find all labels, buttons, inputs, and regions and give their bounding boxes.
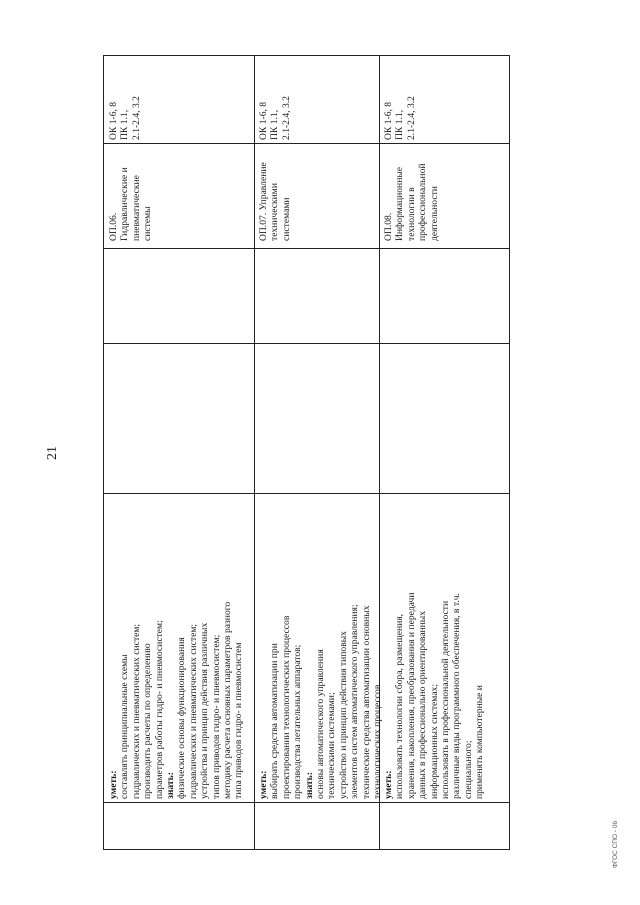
row-2-competencies-cell: ОК 1-6, 8 ПК 1.1, 2.1-2.4, 3.2 — [258, 96, 292, 140]
text-line: применять компьютерные и — [474, 685, 486, 799]
column-divider — [104, 343, 509, 344]
text-line: устройство и принцип действия типовых — [337, 631, 349, 799]
row-3-discipline-cell: ОП.08. Информационные технологии в профессиональной деятельности — [383, 163, 440, 241]
text-line: специального; — [462, 740, 474, 799]
column-divider — [104, 248, 509, 249]
row-1-knowledge-cell — [108, 496, 252, 799]
column-divider — [104, 143, 509, 144]
text-line: использовать в профессиональной деятельности — [440, 600, 452, 799]
text-line: гидравлических и пневматических систем; — [187, 623, 199, 799]
row-1-discipline-cell: ОП.06. Гидравлические и пневматические системы — [108, 167, 154, 241]
text-line: выбирать средства автоматизации при — [269, 643, 281, 799]
text-line: гидравлических и пневматических систем; — [130, 623, 142, 799]
section-heading: знать: — [303, 772, 315, 799]
text-line: различные виды программного обеспечения, в т.ч. — [451, 593, 463, 799]
text-line: элементов систем автоматического управления; — [349, 604, 361, 799]
text-line: производства летательных аппаратов; — [292, 644, 304, 799]
text-line: технологических процессов — [372, 684, 384, 799]
section-heading: уметь: — [108, 770, 119, 799]
text-line: физические основы функционирования — [176, 637, 188, 799]
text-line: типов приводов гидро- и пневмосистем; — [210, 634, 222, 799]
text-line: методику расчета основных параметров разного — [222, 601, 234, 799]
column-divider — [104, 493, 509, 494]
text-line: технические средства автоматизации основных — [360, 605, 372, 799]
text-line: основы автоматического управления — [315, 649, 327, 799]
page-number: 21 — [45, 446, 60, 460]
text-line: данных в профессионально ориентированных — [417, 610, 429, 799]
disciplines-table — [103, 55, 510, 850]
row-divider — [254, 56, 255, 849]
row-2-discipline-cell: ОП.07. Управление техническими системами — [258, 162, 292, 241]
row-2-knowledge-cell — [258, 496, 384, 799]
text-line: устройства и принцип действия различных — [199, 622, 211, 799]
column-divider — [104, 802, 509, 803]
section-heading: знать: — [165, 772, 177, 799]
row-1-competencies-cell: ОК 1-6, 8 ПК 1.1, 2.1-2.4, 3.2 — [108, 96, 142, 140]
text-line: параметров работы гидро- и пневмосистем; — [153, 620, 165, 799]
text-line: составлять принципиальные схемы — [119, 654, 131, 799]
row-3-competencies-cell: ОК 1-6, 8 ПК 1.1, 2.1-2.4, 3.2 — [383, 96, 417, 140]
text-line: типа приводов гидро- и пневмосистем — [233, 642, 245, 799]
text-line: техническими системами; — [326, 692, 338, 799]
text-line: информационных системах; — [428, 684, 440, 799]
text-line: производить расчеты по определению — [142, 643, 154, 799]
section-heading: уметь: — [258, 770, 269, 799]
row-3-knowledge-cell — [383, 496, 509, 799]
text-line: хранения, накопления, преобразования и передачи — [405, 592, 417, 799]
text-line: проектировании технологических процессов — [280, 615, 292, 799]
footer-note: ФГОС СПО - 06 — [612, 820, 619, 868]
section-heading: уметь: — [383, 770, 394, 799]
text-line: использовать технологии сбора, размещения, — [394, 613, 406, 799]
